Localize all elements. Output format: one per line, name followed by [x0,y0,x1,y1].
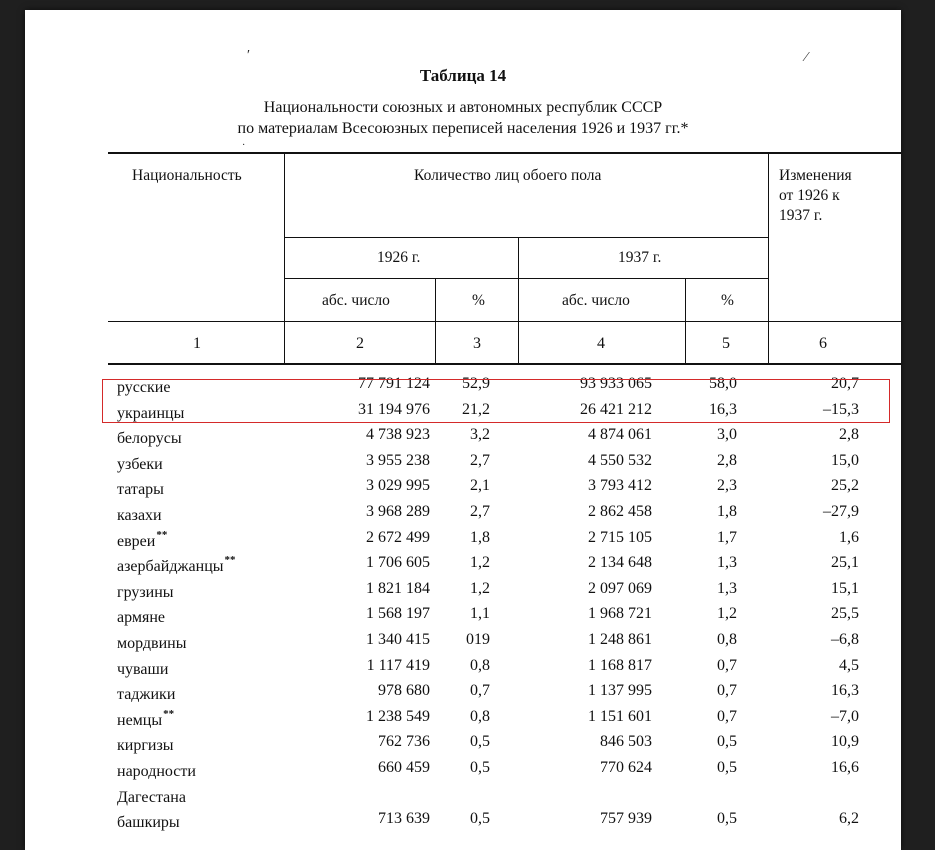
table-row [25,631,901,657]
table-row [25,452,901,478]
header-nationality: Национальность [132,167,242,184]
pct-1926-cell [470,503,490,521]
nationality-cell [117,477,165,499]
pct-1926-cell-text: 0,5 [470,733,490,751]
footnote-mark: ** [156,528,168,541]
pct-1926-cell [470,733,490,751]
header-abs-1937: абс. число [562,292,630,309]
pct-1937-cell-text: 1,7 [717,528,737,546]
col-number-6: 6 [819,335,827,352]
header-rule-1 [284,237,768,238]
pct-1937-cell [717,708,737,726]
change-cell-text: 1,6 [839,528,859,546]
abs-1937-cell [588,605,652,623]
nationality-cell [117,503,163,525]
nationality-cell-text: Дагестана [117,788,186,806]
nationality-cell [117,554,236,576]
change-cell [839,529,859,547]
table-top-rule [108,152,901,154]
pct-1926-cell-text: 52,9 [462,375,490,392]
table-row [25,708,901,734]
nationality-cell-text: узбеки [117,455,163,473]
abs-1926-cell-text: 1 568 197 [366,605,430,623]
abs-1926-cell-text: 660 459 [378,759,430,776]
abs-1926-cell [366,580,430,598]
abs-1937-cell-text: 1 137 995 [588,682,652,700]
nationality-cell-text: белорусы [117,430,182,448]
change-cell [831,580,859,598]
pct-1937-cell [717,452,737,470]
table-row [25,657,901,683]
abs-1937-cell-text: 1 168 817 [588,656,652,674]
pct-1926-cell [470,426,490,444]
pct-1926-cell-text: 0,5 [470,759,490,776]
abs-1937-cell-text: 93 933 065 [580,375,652,392]
nationality-cell [117,452,164,474]
table-row [25,810,901,836]
abs-1937-cell-text: 26 421 212 [580,400,652,418]
abs-1937-cell-text: 2 715 105 [588,528,652,546]
pct-1937-cell-text: 1,8 [717,503,737,520]
change-cell-text: 16,6 [831,759,859,776]
nationality-cell-text: казахи [117,507,162,524]
nationality-cell-text: грузины [117,583,174,601]
pct-1926-cell-text: 0,7 [470,682,490,700]
change-cell-text: 20,7 [831,375,859,392]
pct-1937-cell [717,733,737,751]
abs-1937-cell-text: 3 793 412 [588,477,652,495]
col-number-2: 2 [356,335,364,352]
pct-1926-cell-text: 1,2 [470,579,490,597]
table-row [25,503,901,529]
pct-1937-cell [717,631,737,649]
pct-1926-cell [470,529,490,547]
scan-mark: ′ [247,48,251,63]
pct-1926-cell [470,605,490,623]
abs-1937-cell [588,631,652,649]
pct-1937-cell-text: 0,7 [717,682,737,700]
nationality-cell [117,631,187,653]
change-cell [831,477,859,495]
abs-1926-cell [366,452,430,470]
abs-1937-cell [588,554,652,572]
col-divider [685,278,686,364]
nationality-cell [117,657,169,679]
nationality-cell-text: армяне [117,609,166,627]
header-abs-1926: абс. число [322,292,390,309]
pct-1937-cell [717,605,737,623]
abs-1926-cell [366,631,430,649]
subtitle-line-2: по материалам Всесоюзных переписей населения 1926 и 1937 гг.* [237,120,689,137]
pct-1926-cell-text: 1,2 [470,554,490,572]
pct-1926-cell [466,631,490,649]
header-count: Количество лиц обоего пола [414,167,602,184]
pct-1937-cell [717,426,737,444]
table-row [25,682,901,708]
change-cell-text: 15,1 [831,579,859,597]
nationality-cell-text: немцы [117,711,163,729]
abs-1926-cell [378,682,430,700]
abs-1926-cell-text: 762 736 [378,733,430,751]
change-cell-text: –15,3 [823,400,859,418]
nationality-cell-text: татары [117,481,164,499]
pct-1926-cell-text: 3,2 [470,426,490,444]
abs-1937-cell [588,529,652,547]
pct-1926-cell-text: 1,1 [470,605,490,623]
pct-1937-cell [717,503,737,521]
pct-1926-cell [470,682,490,700]
pct-1937-cell-text: 1,3 [717,579,737,597]
abs-1937-cell-text: 846 503 [600,733,652,751]
pct-1937-cell [717,529,737,547]
pct-1937-cell [717,682,737,700]
table-row [25,580,901,606]
abs-1926-cell-text: 2 672 499 [366,528,430,546]
abs-1926-cell [378,810,430,828]
abs-1937-cell [600,810,652,828]
header-bottom-rule [108,363,901,365]
change-cell-text: 15,0 [831,451,859,469]
pct-1937-cell [717,580,737,598]
change-cell-text: 25,1 [831,554,859,572]
pct-1937-cell [717,759,737,777]
table-row [25,733,901,759]
pct-1937-cell-text: 0,5 [717,733,737,751]
abs-1926-cell-text: 3 029 995 [366,477,430,495]
scan-mark: ⁄ [805,50,808,65]
abs-1937-cell [588,452,652,470]
change-cell [831,554,859,572]
abs-1926-cell-text: 713 639 [378,810,430,828]
abs-1926-cell-text: 31 194 976 [358,400,430,418]
change-cell-text: 4,5 [839,656,859,674]
col-number-1: 1 [193,335,201,352]
abs-1937-cell [588,708,652,726]
abs-1937-cell [600,759,652,777]
pct-1937-cell-text: 58,0 [709,375,737,392]
footnote-mark: ** [224,554,236,567]
abs-1937-cell [588,477,652,495]
change-cell [831,708,859,726]
pct-1926-cell [470,580,490,598]
abs-1937-cell-text: 2 862 458 [588,503,652,520]
nationality-cell [117,733,175,755]
table-row [25,426,901,452]
pct-1926-cell [470,477,490,495]
pct-1926-cell-text: 019 [466,631,490,648]
abs-1937-cell [600,733,652,751]
table-row [25,605,901,631]
abs-1937-cell [588,426,652,444]
abs-1937-cell [588,682,652,700]
header-pct-1937: % [721,292,734,309]
change-cell-text: 25,5 [831,605,859,623]
nationality-cell-text: евреи [117,532,156,550]
header-change-line-1: Изменения [779,167,852,184]
change-cell-text: 6,2 [839,810,859,828]
abs-1926-cell-text: 978 680 [378,682,430,700]
abs-1926-cell-text: 1 117 419 [366,656,430,674]
change-cell-text: 2,8 [839,426,859,444]
table-row [25,759,901,785]
header-change-line-2: от 1926 к [779,187,840,204]
abs-1926-cell [366,554,430,572]
abs-1926-cell-text: 3 968 289 [366,503,430,520]
abs-1926-cell-text: 1 821 184 [366,579,430,597]
change-cell [831,733,859,751]
nationality-cell-text: русские [117,379,171,396]
pct-1926-cell [470,657,490,675]
pct-1937-cell-text: 3,0 [717,426,737,444]
pct-1926-cell-text: 0,5 [470,810,490,828]
subtitle-line-1: Национальности союзных и автономных республик СССР [263,99,663,116]
pct-1937-cell [717,554,737,572]
pct-1937-cell-text: 0,5 [717,759,737,776]
abs-1926-cell [366,529,430,547]
abs-1937-cell-text: 4 874 061 [588,426,652,444]
nationality-cell [117,580,175,602]
nationality-cell-text: чуваши [117,660,169,678]
header-1926: 1926 г. [377,249,421,266]
pct-1926-cell-text: 1,8 [470,528,490,546]
nationality-cell [117,810,181,832]
nationality-cell-text: азербайджанцы [117,558,224,576]
header-rule-2 [284,278,768,279]
pct-1926-cell-text: 0,8 [470,707,490,725]
pct-1926-cell [470,554,490,572]
pct-1937-cell [717,810,737,828]
nationality-cell [117,682,176,704]
change-cell [831,759,859,777]
abs-1926-cell [378,759,430,777]
nationality-cell-text: таджики [117,686,176,704]
pct-1937-cell [717,477,737,495]
change-cell-text: 25,2 [831,477,859,495]
abs-1937-cell-text: 770 624 [600,759,652,776]
change-cell [831,452,859,470]
pct-1926-cell-text: 2,1 [470,477,490,495]
abs-1937-cell-text: 2 134 648 [588,554,652,572]
abs-1937-cell [588,503,652,521]
col-number-3: 3 [473,335,481,352]
table-row [25,529,901,555]
table-row [25,785,901,811]
change-cell [839,426,859,444]
abs-1937-cell [588,657,652,675]
document-page [25,10,901,850]
abs-1926-cell-text: 1 706 605 [366,554,430,572]
pct-1937-cell-text: 1,3 [717,554,737,572]
nationality-cell [117,785,187,807]
header-change [779,166,852,226]
change-cell-text: –27,9 [823,503,859,520]
header-1937: 1937 г. [618,249,662,266]
pct-1937-cell-text: 0,7 [717,656,737,674]
col-number-5: 5 [722,335,730,352]
change-cell-text: –7,0 [831,707,859,725]
nationality-cell-text: мордвины [117,635,187,652]
table-title: Таблица 14 [419,66,507,85]
highlight-box [102,379,890,423]
col-divider [284,152,285,364]
change-cell [831,682,859,700]
change-cell [831,631,859,649]
abs-1926-cell [366,477,430,495]
header-change-line-3: 1937 г. [779,207,823,224]
abs-1926-cell [366,708,430,726]
col-divider [435,278,436,364]
change-cell [831,605,859,623]
abs-1926-cell-text: 1 340 415 [366,631,430,648]
abs-1926-cell [367,657,430,675]
abs-1937-cell [588,580,652,598]
pct-1926-cell [470,452,490,470]
nationality-cell-text: киргизы [117,737,174,755]
change-cell-text: 10,9 [831,733,859,751]
nationality-cell [117,708,174,730]
nationality-cell [117,759,197,781]
change-cell-text: –6,8 [831,631,859,648]
change-cell [839,810,859,828]
table-subtitle [25,97,901,139]
pct-1926-cell-text: 0,8 [470,656,490,674]
abs-1937-cell-text: 1 248 861 [588,631,652,648]
change-cell [823,503,859,521]
abs-1937-cell-text: 1 968 721 [588,605,652,623]
abs-1926-cell-text: 77 791 124 [358,375,430,392]
pct-1926-cell-text: 2,7 [470,503,490,520]
scan-mark: · [242,140,246,151]
col-divider [768,152,769,364]
nationality-cell [117,605,166,627]
pct-1926-cell-text: 21,2 [462,400,490,418]
footnote-mark: ** [163,707,175,720]
abs-1926-cell-text: 4 738 923 [366,426,430,444]
pct-1937-cell-text: 0,7 [717,707,737,725]
pct-1926-cell [470,759,490,777]
nationality-cell-text: украинцы [117,404,185,422]
pct-1937-cell-text: 0,5 [717,810,737,828]
col-number-4: 4 [597,335,605,352]
abs-1937-cell-text: 1 151 601 [588,707,652,725]
pct-1937-cell-text: 2,3 [717,477,737,495]
nationality-cell-text: народности [117,763,196,780]
abs-1937-cell-text: 4 550 532 [588,451,652,469]
nationality-cell [117,529,167,551]
pct-1937-cell [717,657,737,675]
abs-1937-cell-text: 757 939 [600,810,652,828]
pct-1937-cell-text: 16,3 [709,400,737,418]
abs-1937-cell-text: 2 097 069 [588,579,652,597]
abs-1926-cell [366,426,430,444]
pct-1937-cell-text: 0,8 [717,631,737,648]
header-rule-3 [108,321,901,322]
abs-1926-cell-text: 1 238 549 [366,707,430,725]
abs-1926-cell [366,605,430,623]
header-pct-1926: % [472,292,485,309]
table-row [25,554,901,580]
pct-1937-cell-text: 2,8 [717,451,737,469]
abs-1926-cell-text: 3 955 238 [366,451,430,469]
abs-1926-cell [366,503,430,521]
nationality-cell-text: башкиры [117,814,180,832]
pct-1926-cell-text: 2,7 [470,451,490,469]
abs-1926-cell [378,733,430,751]
col-divider [518,237,519,364]
change-cell-text: 16,3 [831,682,859,700]
pct-1926-cell [470,708,490,726]
nationality-cell [117,426,183,448]
pct-1926-cell [470,810,490,828]
table-row [25,477,901,503]
pct-1937-cell-text: 1,2 [717,605,737,623]
change-cell [839,657,859,675]
